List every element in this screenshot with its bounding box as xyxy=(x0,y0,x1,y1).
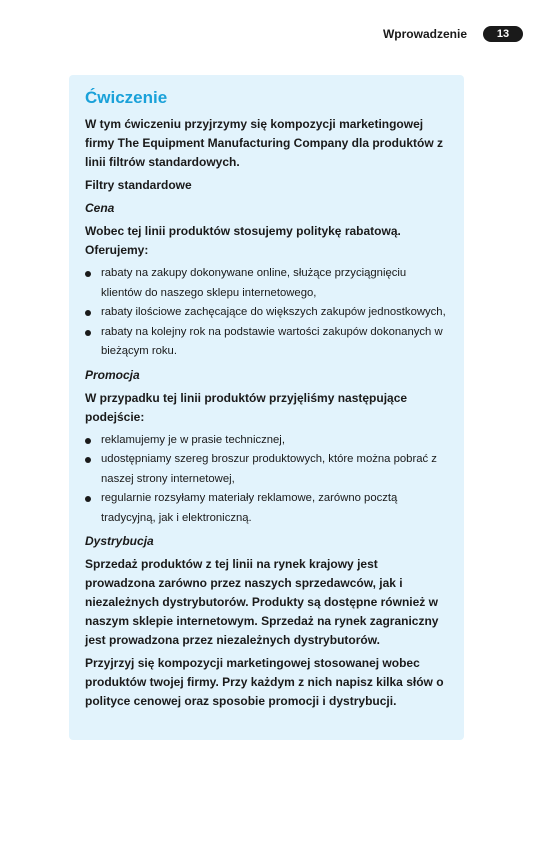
distribution-text: Sprzedaż produktów z tej linii na rynek krajowy jest prowadzona zarówno przez naszych sprzedawców, jak i niezależnych dystrybutorów. Produkty są dostępne również w naszym sklepie internetowym. Sprzedaż na rynek zagraniczny jest prowadzona przez niezależnych dystrybutorów. xyxy=(85,557,439,647)
promotion-list xyxy=(85,431,448,529)
list-item xyxy=(85,450,448,489)
section-name: Wprowadzenie xyxy=(382,27,467,41)
list-item-text: reklamujemy je w prasie technicznej, xyxy=(101,433,285,446)
distribution-heading: Dystrybucja xyxy=(85,534,154,548)
exercise-task: Przyjrzyj się kompozycji marketingowej stosowanej wobec produktów twojej firmy. Przy każdym z nich napisz kilka słów o polityce cenowej oraz sposobie promocji i dystrybucji. xyxy=(85,656,444,708)
list-item xyxy=(85,489,448,528)
promotion-lead: W przypadku tej linii produktów przyjęliśmy następujące podejście: xyxy=(85,390,408,424)
price-heading: Cena xyxy=(85,201,115,215)
list-item xyxy=(85,264,448,303)
promotion-heading: Promocja xyxy=(85,367,140,382)
list-item-text: udostępniamy szereg broszur produktowych, które można pobrać z naszej strony internetowej, xyxy=(101,453,437,485)
exercise-title: Ćwiczenie xyxy=(85,88,168,107)
bullet-icon xyxy=(85,457,91,463)
list-item-text: rabaty ilościowe zachęcające do większych zakupów jednostkowych, xyxy=(101,306,446,318)
list-item xyxy=(85,431,448,451)
bullet-icon xyxy=(85,330,91,336)
list-item-text: rabaty na zakupy dokonywane online, służące przyciągnięciu klientów do naszego sklepu internetowego, xyxy=(101,267,407,299)
list-item xyxy=(85,303,448,323)
bullet-icon xyxy=(85,271,91,277)
running-header xyxy=(383,26,523,42)
exercise-subtitle: Filtry standardowe xyxy=(85,178,192,192)
price-list xyxy=(85,264,448,362)
price-lead: Wobec tej linii produktów stosujemy politykę rabatową. Oferujemy: xyxy=(85,224,401,257)
bullet-icon xyxy=(85,310,91,316)
bullet-icon xyxy=(85,496,91,502)
list-item-text: rabaty na kolejny rok na podstawie wartości zakupów dokonanych w bieżącym roku. xyxy=(101,325,443,357)
list-item-text: regularnie rozsyłamy materiały reklamowe, zarówno pocztą tradycyjną, jak i elektroniczną. xyxy=(101,492,398,524)
page-number: 13 xyxy=(483,26,523,42)
list-item xyxy=(85,323,448,362)
bullet-icon xyxy=(85,438,91,444)
exercise-box xyxy=(69,75,464,740)
exercise-intro: W tym ćwiczeniu przyjrzymy się kompozycji marketingowej firmy The Equipment Manufacturing Company dla produktów z linii filtrów standardowych. xyxy=(85,117,444,169)
